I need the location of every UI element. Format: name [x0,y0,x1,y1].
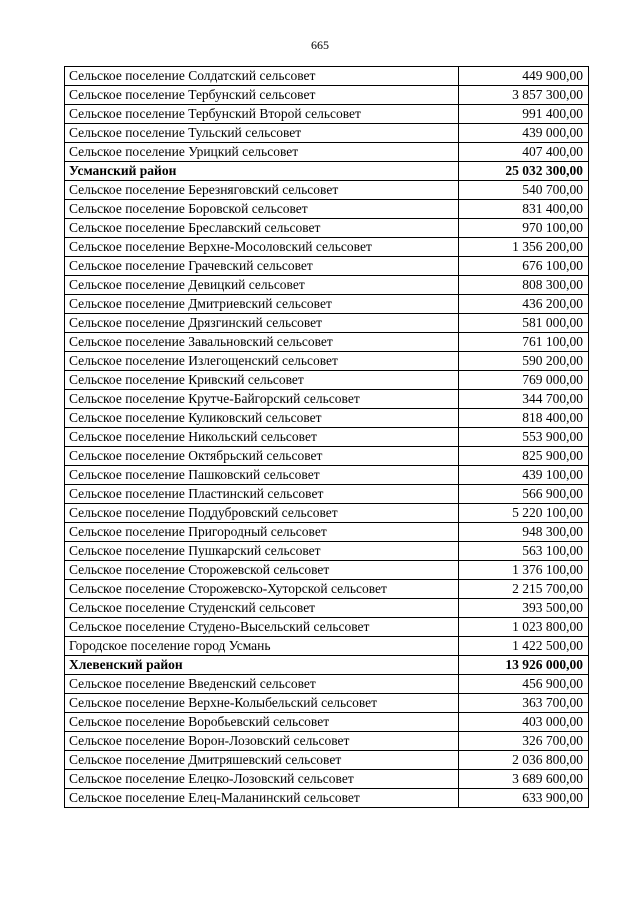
settlement-name-cell: Сельское поселение Октябрьский сельсовет [65,447,459,466]
table-row [65,67,589,86]
table-row [65,409,589,428]
settlement-name-cell: Сельское поселение Пригородный сельсовет [65,523,459,542]
table-row [65,523,589,542]
table-row [65,181,589,200]
amount-cell: 676 100,00 [459,257,589,276]
settlement-name-cell: Сельское поселение Завальновский сельсовет [65,333,459,352]
table-row [65,257,589,276]
table-row [65,504,589,523]
settlement-name-cell: Сельское поселение Тербунский сельсовет [65,86,459,105]
amount-cell: 449 900,00 [459,67,589,86]
amount-cell: 13 926 000,00 [459,656,589,675]
settlement-name-cell: Сельское поселение Излегощенский сельсовет [65,352,459,371]
table-row [65,352,589,371]
settlement-name-cell: Сельское поселение Поддубровский сельсовет [65,504,459,523]
table-row [65,789,589,808]
table-row [65,599,589,618]
table-row [65,637,589,656]
amount-cell: 970 100,00 [459,219,589,238]
amount-cell: 25 032 300,00 [459,162,589,181]
amount-cell: 1 023 800,00 [459,618,589,637]
amount-cell: 403 000,00 [459,713,589,732]
settlement-name-cell: Сельское поселение Студено-Высельский сельсовет [65,618,459,637]
settlement-name-cell: Сельское поселение Дмитриевский сельсовет [65,295,459,314]
table-row [65,295,589,314]
amount-cell: 818 400,00 [459,409,589,428]
amount-cell: 456 900,00 [459,675,589,694]
settlement-name-cell: Сельское поселение Верхне-Мосоловский сельсовет [65,238,459,257]
table-row [65,428,589,447]
district-row [65,162,589,181]
settlement-name-cell: Сельское поселение Ворон-Лозовский сельсовет [65,732,459,751]
table-row [65,580,589,599]
budget-table [64,66,589,808]
table-row [65,713,589,732]
settlement-name-cell: Сельское поселение Никольский сельсовет [65,428,459,447]
amount-cell: 581 000,00 [459,314,589,333]
amount-cell: 563 100,00 [459,542,589,561]
amount-cell: 436 200,00 [459,295,589,314]
settlement-name-cell: Сельское поселение Введенский сельсовет [65,675,459,694]
settlement-name-cell: Усманский район [65,162,459,181]
table-row [65,105,589,124]
amount-cell: 1 376 100,00 [459,561,589,580]
table-row [65,466,589,485]
amount-cell: 2 036 800,00 [459,751,589,770]
amount-cell: 2 215 700,00 [459,580,589,599]
table-row [65,276,589,295]
settlement-name-cell: Сельское поселение Пашковский сельсовет [65,466,459,485]
settlement-name-cell: Сельское поселение Тульский сельсовет [65,124,459,143]
amount-cell: 1 356 200,00 [459,238,589,257]
amount-cell: 590 200,00 [459,352,589,371]
amount-cell: 633 900,00 [459,789,589,808]
amount-cell: 439 000,00 [459,124,589,143]
table-row [65,390,589,409]
table-row [65,751,589,770]
table-row [65,447,589,466]
amount-cell: 1 422 500,00 [459,637,589,656]
table-row [65,694,589,713]
amount-cell: 393 500,00 [459,599,589,618]
amount-cell: 3 689 600,00 [459,770,589,789]
settlement-name-cell: Сельское поселение Урицкий сельсовет [65,143,459,162]
settlement-name-cell: Сельское поселение Студенский сельсовет [65,599,459,618]
table-row [65,371,589,390]
settlement-name-cell: Сельское поселение Сторожевско-Хуторской сельсовет [65,580,459,599]
amount-cell: 769 000,00 [459,371,589,390]
page-number: 665 [311,38,329,52]
amount-cell: 3 857 300,00 [459,86,589,105]
amount-cell: 439 100,00 [459,466,589,485]
amount-cell: 761 100,00 [459,333,589,352]
settlement-name-cell: Сельское поселение Пластинский сельсовет [65,485,459,504]
table-row [65,561,589,580]
settlement-name-cell: Сельское поселение Куликовский сельсовет [65,409,459,428]
settlement-name-cell: Сельское поселение Девицкий сельсовет [65,276,459,295]
settlement-name-cell: Сельское поселение Грачевский сельсовет [65,257,459,276]
amount-cell: 991 400,00 [459,105,589,124]
settlement-name-cell: Сельское поселение Дрязгинский сельсовет [65,314,459,333]
table-row [65,618,589,637]
amount-cell: 948 300,00 [459,523,589,542]
settlement-name-cell: Сельское поселение Елецко-Лозовский сельсовет [65,770,459,789]
settlement-name-cell: Хлевенский район [65,656,459,675]
settlement-name-cell: Городское поселение город Усмань [65,637,459,656]
table-row [65,219,589,238]
amount-cell: 326 700,00 [459,732,589,751]
table-row [65,333,589,352]
table-row [65,675,589,694]
settlement-name-cell: Сельское поселение Крутче-Байгорский сельсовет [65,390,459,409]
amount-cell: 5 220 100,00 [459,504,589,523]
settlement-name-cell: Сельское поселение Елец-Маланинский сельсовет [65,789,459,808]
settlement-name-cell: Сельское поселение Кривский сельсовет [65,371,459,390]
amount-cell: 344 700,00 [459,390,589,409]
amount-cell: 553 900,00 [459,428,589,447]
table-row [65,314,589,333]
amount-cell: 363 700,00 [459,694,589,713]
amount-cell: 566 900,00 [459,485,589,504]
table-row [65,238,589,257]
settlement-name-cell: Сельское поселение Боровской сельсовет [65,200,459,219]
amount-cell: 808 300,00 [459,276,589,295]
settlement-name-cell: Сельское поселение Сторожевской сельсовет [65,561,459,580]
settlement-name-cell: Сельское поселение Солдатский сельсовет [65,67,459,86]
settlement-name-cell: Сельское поселение Пушкарский сельсовет [65,542,459,561]
table-row [65,200,589,219]
settlement-name-cell: Сельское поселение Дмитряшевский сельсовет [65,751,459,770]
amount-cell: 831 400,00 [459,200,589,219]
table-row [65,124,589,143]
table-row [65,732,589,751]
settlement-name-cell: Сельское поселение Березняговский сельсовет [65,181,459,200]
district-row [65,656,589,675]
settlement-name-cell: Сельское поселение Воробьевский сельсовет [65,713,459,732]
table-row [65,542,589,561]
settlement-name-cell: Сельское поселение Бреславский сельсовет [65,219,459,238]
settlement-name-cell: Сельское поселение Тербунский Второй сельсовет [65,105,459,124]
table-row [65,770,589,789]
table-row [65,86,589,105]
amount-cell: 407 400,00 [459,143,589,162]
settlement-name-cell: Сельское поселение Верхне-Колыбельский сельсовет [65,694,459,713]
table-row [65,485,589,504]
amount-cell: 825 900,00 [459,447,589,466]
amount-cell: 540 700,00 [459,181,589,200]
table-body [65,67,589,808]
table-row [65,143,589,162]
